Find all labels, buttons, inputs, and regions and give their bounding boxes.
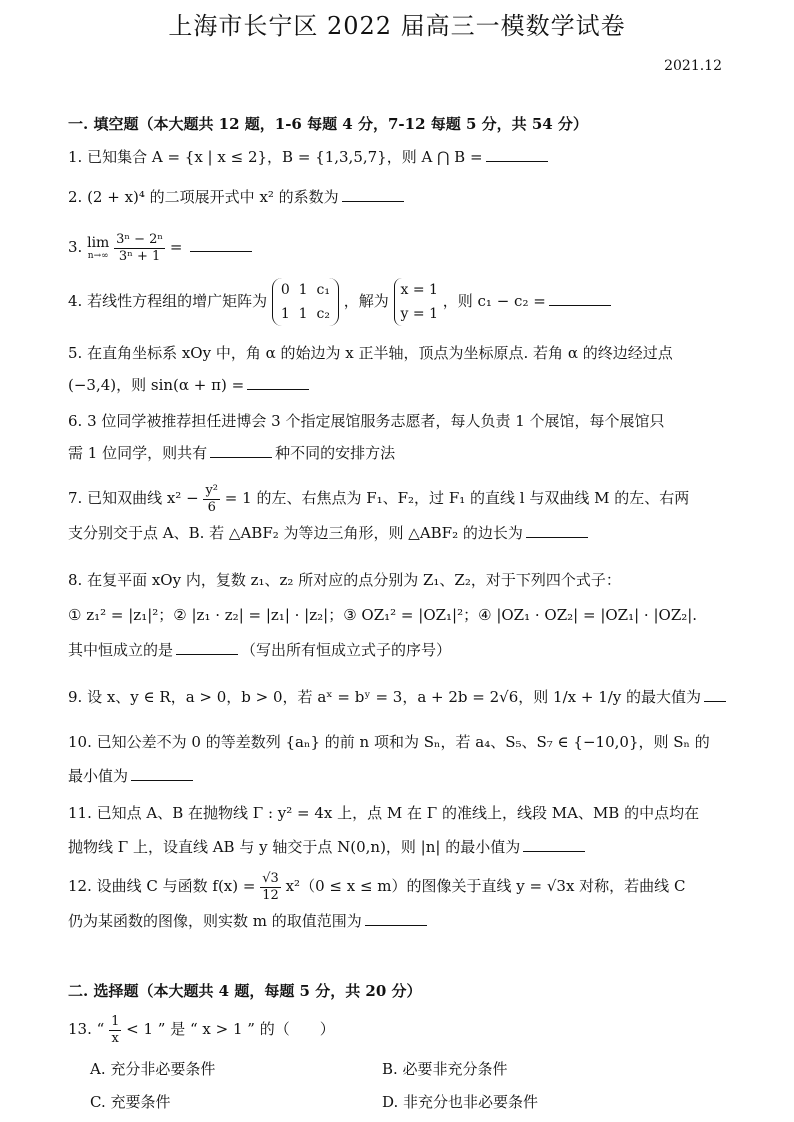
question-4 [68,276,730,326]
question-11 [68,796,730,864]
question-8-line-3a: 其中恒成立的是 [68,641,174,659]
question-4-text-b: ，解为 [343,292,389,310]
answer-blank [486,160,548,162]
question-12-line-2: 仍为某函数的图像，则实数 m 的取值范围为 [68,912,362,930]
question-9 [68,682,730,712]
answer-blank [247,388,309,390]
question-1 [68,142,730,172]
section-1-heading: 一. 填空题（本大题共 12 题，1-6 每题 4 分，7-12 每题 5 分，共 54 分） [68,115,588,133]
fraction-denominator: 12 [262,887,279,903]
fraction-denominator: 6 [207,499,216,515]
question-8-line-2: ① z₁² = |z₁|²；② |z₁ · z₂| = |z₁| · |z₂|；③ OZ₁² = |OZ₁|²；④ |OZ₁ · OZ₂| = |OZ₁| · |OZ₂|. [68,606,698,624]
exam-title: 上海市长宁区 2022 届高三一模数学试卷 [168,12,626,40]
answer-blank [210,456,272,458]
answer-blank [549,304,611,306]
question-9-text: 9. 设 x、y ∈ R，a > 0，b > 0，若 aˣ = bʸ = 3，a + 2b = 2√6，则 1/x + 1/y 的最大值为 [68,688,702,706]
question-3: 3. lim n→∞ $\frac{\text{3ⁿ − 2ⁿ}}{\text{3ⁿ + 1}}$ = [68,228,730,266]
function-coefficient-fraction [260,871,281,904]
fraction-numerator: 1 [111,1013,120,1029]
exam-date: 2021.12 [664,58,722,74]
question-1-text: 1. 已知集合 A = {x | x ≤ 2}，B = {1,3,5,7}，则 A ⋂ B = [68,148,483,166]
solution-system [394,278,438,326]
option-c[interactable]: C. 充要条件 [90,1093,171,1111]
question-7-text-a: 7. 已知双曲线 x² − [68,489,199,507]
question-6-line-1: 6. 3 位同学被推荐担任进博会 3 个指定展馆服务志愿者，每人负责 1 个展馆，每个展馆只 [68,412,665,430]
question-10-line-1: 10. 已知公差不为 0 的等差数列 {aₙ} 的前 n 项和为 Sₙ，若 a₄、S₅、S₇ ∈ {−10,0}，则 Sₙ 的 [68,733,710,751]
question-4-text-a: 4. 若线性方程组的增广矩阵为 [68,292,268,310]
question-number: 3. [68,238,88,256]
question-12 [68,866,730,936]
option-d[interactable]: D. 非充分也非必要条件 [382,1093,539,1111]
answer-blank [526,536,588,538]
answer-blank [190,250,252,252]
limit-operator [87,235,109,261]
limit-fraction [114,232,165,265]
fraction-denominator: 3ⁿ + 1 [118,248,161,264]
section-2-heading: 二. 选择题（本大题共 4 题，每题 5 分，共 20 分） [68,982,422,1000]
answer-blank [342,200,404,202]
limit-word: lim [87,235,110,251]
question-5 [68,337,730,401]
answer-blank [365,924,427,926]
question-7 [68,478,730,548]
question-13-text-a: 13. “ [68,1020,105,1038]
fraction-numerator: y² [205,482,219,498]
question-8 [68,563,730,668]
question-6-line-2b: 种不同的安排方法 [275,444,396,462]
question-11-line-2: 抛物线 Γ 上，设直线 AB 与 y 轴交于点 N(0,n)，则 |n| 的最小值为 [68,838,521,856]
solution-y: y = 1 [400,306,438,322]
question-12-text-b: x²（0 ≤ x ≤ m）的图像关于直线 y = √3x 对称，若曲线 C [285,877,686,895]
question-5-line-1: 5. 在直角坐标系 xOy 中，角 α 的始边为 x 正半轴，顶点为坐标原点. 若角 α 的终边经过点 [68,344,673,362]
question-6 [68,405,730,469]
question-8-line-1: 8. 在复平面 xOy 内，复数 z₁、z₂ 所对应的点分别为 Z₁、Z₂，对于下列四个式子： [68,571,621,589]
matrix-row-1: 0 1 c₁ [280,282,330,298]
fraction-denominator: x [111,1030,119,1046]
question-5-line-2: (−3,4)，则 sin(α + π) = [68,376,245,394]
option-b[interactable]: B. 必要非充分条件 [382,1060,508,1078]
question-13-text-b: < 1 ” 是 “ x > 1 ” 的（ ） [126,1020,335,1038]
question-2 [68,182,730,212]
question-12-text-a: 12. 设曲线 C 与函数 f(x) = [68,877,256,895]
reciprocal-fraction [109,1014,121,1047]
question-7-text-b: = 1 的左、右焦点为 F₁、F₂，过 F₁ 的直线 l 与双曲线 M 的左、右两 [224,489,690,507]
question-10-line-2: 最小值为 [68,767,129,785]
answer-blank [176,653,238,655]
question-8-line-3b: （写出所有恒成立式子的序号） [241,641,452,659]
answer-blank [131,779,193,781]
limit-subscript: n→∞ [87,251,109,261]
augmented-matrix [272,278,339,326]
solution-x: x = 1 [400,282,438,298]
question-13 [68,1008,730,1050]
question-10 [68,725,730,793]
question-4-text-c: ，则 c₁ − c₂ = [442,292,546,310]
question-6-line-2a: 需 1 位同学，则共有 [68,444,208,462]
answer-blank [523,850,585,852]
question-11-line-1: 11. 已知点 A、B 在抛物线 Γ : y² = 4x 上，点 M 在 Γ 的准线上，线段 MA、MB 的中点均在 [68,804,700,822]
question-2-text: 2. (2 + x)⁴ 的二项展开式中 x² 的系数为 [68,188,339,206]
hyperbola-fraction [203,483,220,516]
fraction-numerator: 3ⁿ − 2ⁿ [116,231,164,247]
question-7-line-2: 支分别交于点 A、B. 若 △ABF₂ 为等边三角形，则 △ABF₂ 的边长为 [68,524,523,542]
answer-blank [704,700,726,702]
option-a[interactable]: A. 充分非必要条件 [90,1060,216,1078]
matrix-row-2: 1 1 c₂ [280,306,330,322]
fraction-numerator: √3 [262,870,279,886]
